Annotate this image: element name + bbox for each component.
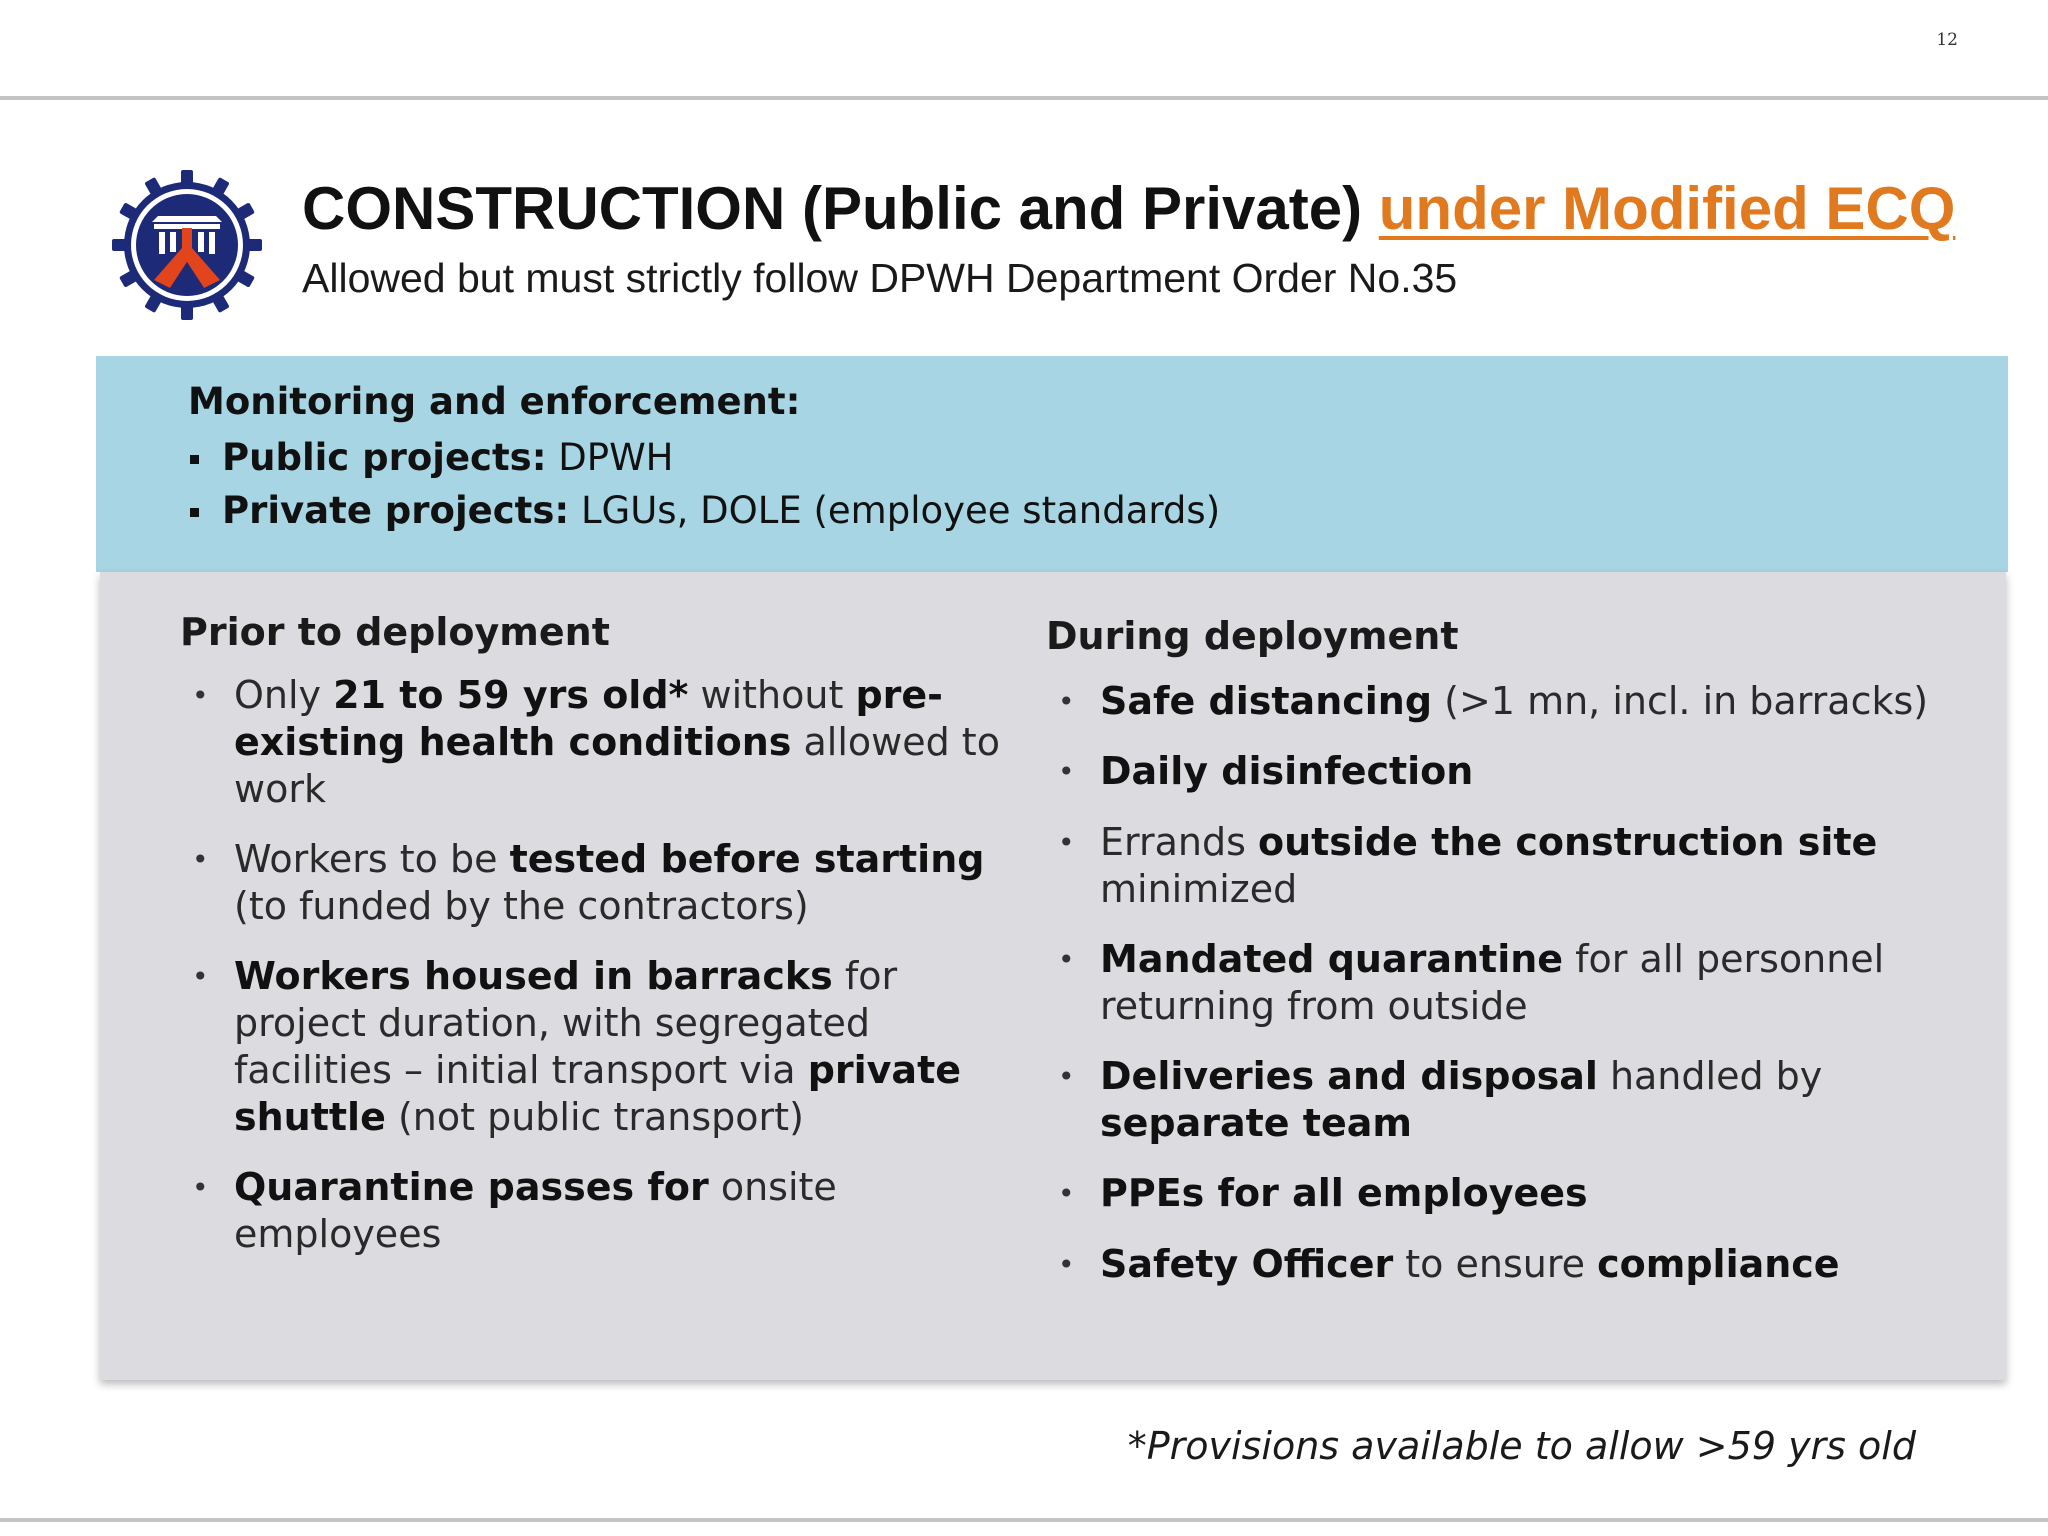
monitoring-item-label: Private projects: <box>222 489 570 532</box>
bottom-divider <box>0 1518 2048 1522</box>
item-emphasis: separate team <box>1100 1101 1412 1145</box>
deployment-panel <box>100 572 2006 1380</box>
page-subtitle: Allowed but must strictly follow DPWH Department Order No.35 <box>302 255 1458 301</box>
item-text: without <box>688 673 856 717</box>
item-emphasis: outside the construction site <box>1257 820 1878 864</box>
item-emphasis: Mandated quarantine <box>1100 937 1564 981</box>
item-emphasis: Quarantine passes for <box>234 1165 709 1209</box>
list-item <box>1046 1241 1960 1288</box>
item-text: (not public transport) <box>385 1095 804 1139</box>
dpwh-seal-icon <box>112 170 262 320</box>
item-emphasis: tested before starting <box>509 837 985 881</box>
monitoring-item-private <box>188 484 2008 537</box>
during-column <box>1046 572 1986 1311</box>
prior-heading: Prior to deployment <box>180 610 610 654</box>
title-main: CONSTRUCTION (Public and Private) <box>302 175 1363 242</box>
footnote: *Provisions available to allow >59 yrs old <box>1127 1424 1916 1468</box>
monitoring-item-text: DPWH <box>558 436 674 479</box>
item-emphasis: Deliveries and disposal <box>1100 1054 1598 1098</box>
list-item <box>180 1164 1014 1258</box>
prior-column <box>180 572 1120 1281</box>
item-text: onsite employees <box>234 1165 837 1256</box>
item-emphasis: compliance <box>1597 1242 1840 1286</box>
item-emphasis: pre-existing health conditions <box>234 673 943 764</box>
item-text: handled by <box>1597 1054 1823 1098</box>
item-text: Errands <box>1100 820 1258 864</box>
list-item <box>1046 936 1960 1030</box>
list-item <box>180 672 1014 813</box>
item-emphasis: Safety Officer <box>1100 1242 1394 1286</box>
item-text: for all personnel returning from outside <box>1100 937 1885 1028</box>
monitoring-item-label: Public projects: <box>222 436 547 479</box>
list-item <box>1046 1170 1960 1217</box>
list-item <box>1046 819 1960 913</box>
item-emphasis: 21 to 59 yrs old* <box>333 673 689 717</box>
monitoring-heading: Monitoring and enforcement: <box>188 380 801 423</box>
item-text: Workers to be <box>234 837 510 881</box>
top-divider <box>0 96 2048 100</box>
item-emphasis: private shuttle <box>234 1048 962 1139</box>
during-heading: During deployment <box>1046 614 1459 658</box>
title-highlight: under Modified ECQ <box>1378 175 1956 242</box>
item-text: Only <box>234 673 334 717</box>
list-item <box>180 953 1014 1141</box>
item-text: to ensure <box>1393 1242 1598 1286</box>
item-text: allowed to work <box>234 720 1000 811</box>
item-emphasis: Workers housed in barracks <box>234 954 833 998</box>
item-emphasis: Daily disinfection <box>1100 749 1474 793</box>
page-number: 12 <box>1936 30 1958 50</box>
item-text: (to funded by the contractors) <box>234 884 809 928</box>
monitoring-list <box>188 431 2008 537</box>
list-item <box>1046 678 1960 725</box>
item-text: minimized <box>1100 867 1298 911</box>
list-item <box>1046 1053 1960 1147</box>
item-text: (>1 mn, incl. in barracks) <box>1432 679 1929 723</box>
item-emphasis: PPEs for all employees <box>1100 1171 1588 1215</box>
list-item <box>180 836 1014 930</box>
monitoring-item-text: LGUs, DOLE (employee standards) <box>580 489 1221 532</box>
monitoring-item-public <box>188 431 2008 484</box>
during-list <box>1046 678 1986 1288</box>
prior-list <box>180 672 1120 1258</box>
item-emphasis: Safe distancing <box>1100 679 1433 723</box>
monitoring-section <box>96 356 2008 572</box>
item-text: for project duration, with segregated facilities – initial transport via <box>234 954 898 1092</box>
page-title <box>302 174 1955 244</box>
list-item <box>1046 748 1960 795</box>
